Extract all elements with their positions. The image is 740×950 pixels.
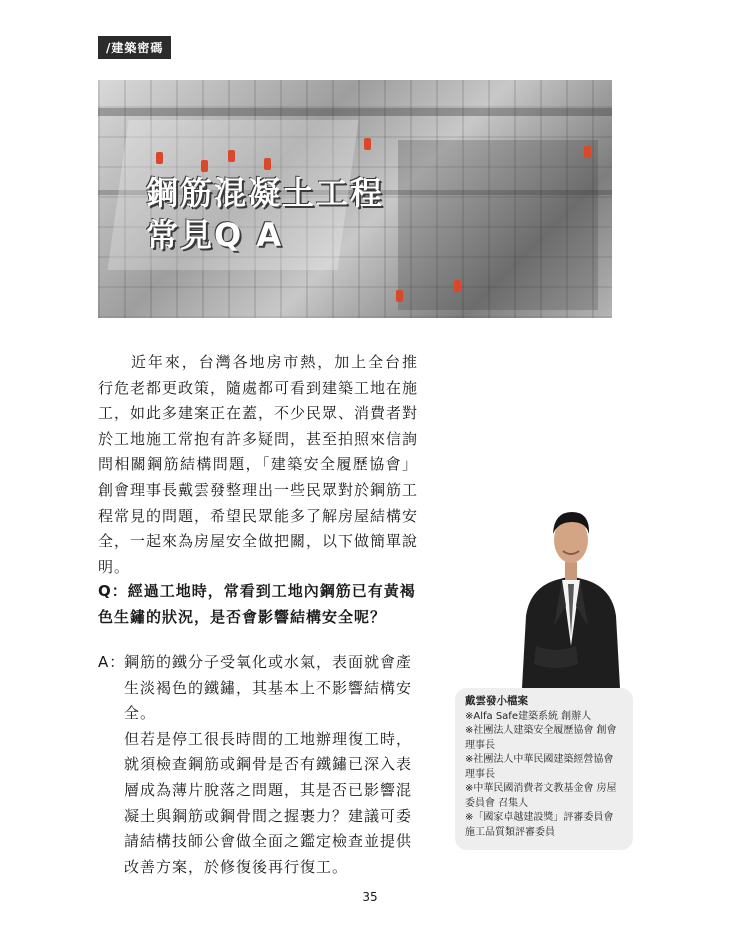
hero-image xyxy=(98,80,612,318)
profile-box xyxy=(455,688,633,850)
question-text: Q：經過工地時，常看到工地內鋼筋已有黃褐色生鏽的狀況，是否會影響結構安全呢？ xyxy=(98,582,416,626)
page-number: 35 xyxy=(362,890,378,904)
answer-paragraph-2: 但若是停工很長時間的工地辦理復工時，就須檢查鋼筋或鋼骨是否有鐵鏽已深入表層成為薄片脫落之問題，其是否已影響混凝土與鋼筋或鋼骨間之握裹力？建議可委請結構技師公會做全面之鑑定檢查並提供改善方案，於修復後再行復工。 xyxy=(124,729,413,876)
profile-item: ※社團法人建築安全履歷協會 創會理事長 xyxy=(465,725,617,751)
profile-item: ※中華民國消費者文教基金會 房屋委員會 召集人 xyxy=(465,783,617,809)
worker-figure xyxy=(156,152,163,164)
worker-figure xyxy=(454,280,461,292)
worker-figure xyxy=(396,290,403,302)
intro-paragraph: 近年來，台灣各地房市熱，加上全台推行危老都更政策，隨處都可看到建築工地在施工，如此多建案正在蓋，不少民眾、消費者對於工地施工常抱有許多疑問，甚至拍照來信詢問相關鋼筋結構問題，「建築安全履歷協會」創會理事長戴雲發整理出一些民眾對於鋼筋工程常見的問題，希望民眾能多了解房屋結構安全，一起來為房屋安全做把關，以下做簡單說明。 xyxy=(98,353,419,576)
title-line-1: 鋼筋混凝土工程 xyxy=(146,174,385,212)
answer-paragraph-1: 鋼筋的鐵分子受氧化或水氣，表面就會產生淡褐色的鐵鏽，其基本上不影響結構安全。 xyxy=(124,653,413,723)
worker-figure xyxy=(201,160,208,172)
hero-beam xyxy=(98,108,612,116)
worker-figure xyxy=(264,158,271,170)
answer-label: A： xyxy=(98,653,126,671)
worker-figure xyxy=(584,146,591,158)
profile-item: ※Alfa Safe建築系統 創辦人 xyxy=(465,710,592,722)
answer-block xyxy=(98,650,418,880)
section-tag: /建築密碼 xyxy=(98,36,171,59)
profile-item: ※社團法人中華民國建築經營協會 理事長 xyxy=(465,754,614,780)
profile-item: ※「國家卓越建設獎」評審委員會 施工品質類評審委員 xyxy=(465,812,624,838)
profile-title: 戴雲發小檔案 xyxy=(465,695,528,707)
article-title xyxy=(146,172,384,256)
title-line-2: 常見Q A xyxy=(146,216,284,254)
hero-slab xyxy=(398,140,598,310)
worker-figure xyxy=(228,150,235,162)
worker-figure xyxy=(364,138,371,150)
author-portrait xyxy=(516,496,626,688)
